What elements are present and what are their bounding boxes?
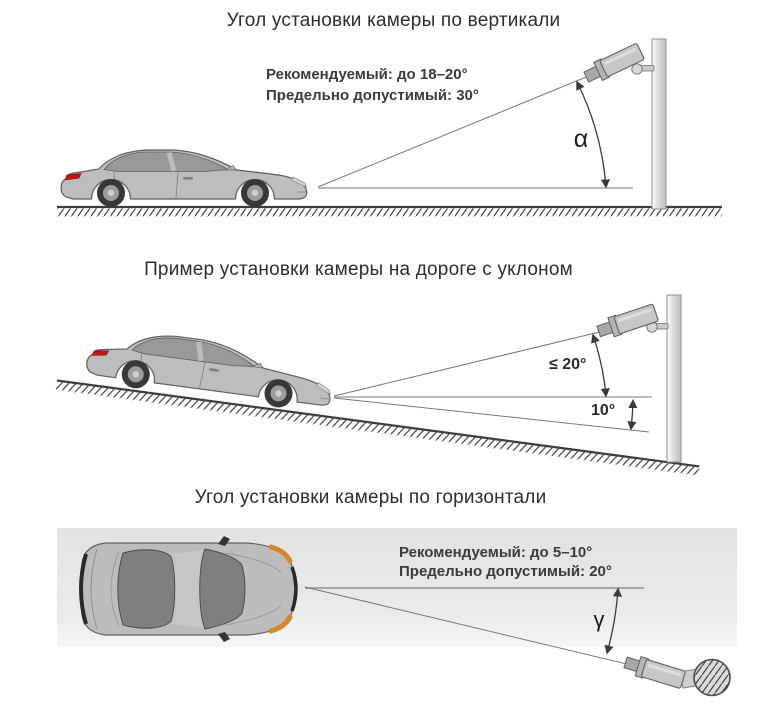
vertical-spec-text	[266, 65, 479, 106]
section-title-horizontal: Угол установки камеры по горизонтали	[194, 487, 547, 508]
max-allowed-angle-text: Предельно допустимый: 20°	[399, 563, 612, 580]
camera-angle-label: ≤ 20°	[549, 356, 587, 373]
road-slope-label: 10°	[591, 402, 616, 419]
section-title-slope: Пример установки камеры на дороге с уклоном	[144, 259, 573, 280]
pole	[667, 295, 681, 462]
sloped-ground	[56, 381, 700, 476]
ground-hatch	[57, 209, 722, 217]
slope-diagram	[56, 295, 700, 476]
recommended-angle-text: Рекомендуемый: до 18–20°	[266, 66, 468, 83]
section-title-vertical: Угол установки камеры по вертикали	[226, 10, 561, 31]
max-allowed-angle-text: Предельно допустимый: 30°	[266, 86, 479, 104]
camera-top-icon	[623, 653, 730, 696]
gamma-angle-label: γ	[593, 607, 605, 632]
camera-icon	[582, 42, 654, 86]
angle-arc-slope	[631, 401, 633, 430]
pole	[652, 39, 666, 209]
angle-arc-camera	[593, 335, 606, 396]
horizontal-angle-diagram	[57, 528, 737, 696]
camera-icon	[596, 303, 668, 341]
car-side-icon	[61, 150, 307, 207]
car-top-icon	[80, 536, 296, 642]
recommended-angle-text: Рекомендуемый: до 5–10°	[399, 544, 593, 561]
horizontal-spec-text	[399, 543, 612, 581]
alpha-angle-label: α	[573, 125, 589, 153]
